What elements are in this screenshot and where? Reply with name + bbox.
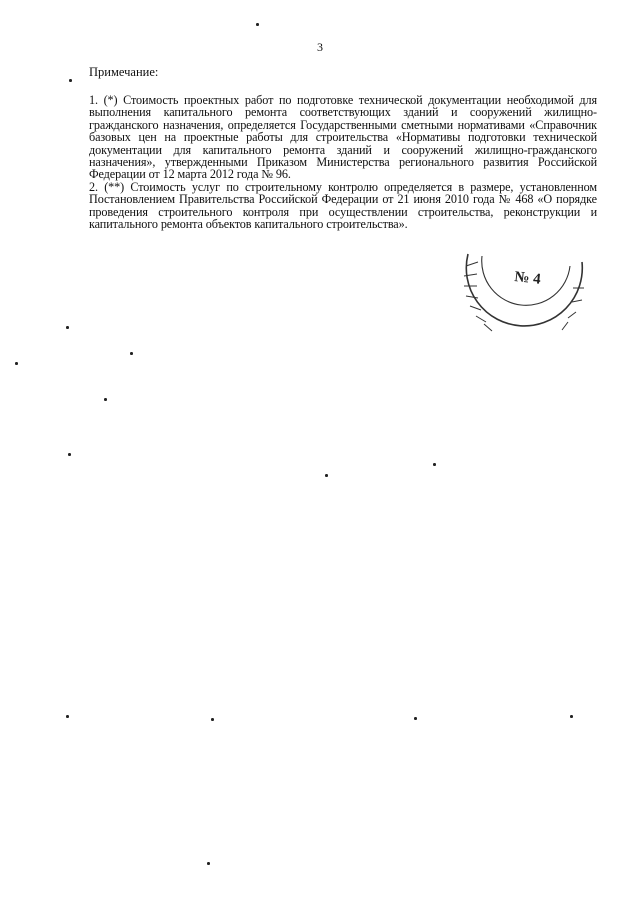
scan-speck [570, 715, 573, 718]
scan-speck [433, 463, 436, 466]
scan-speck [68, 453, 71, 456]
note-item-1: 1. (*) Стоимость проектных работ по подготовке технической документации необходимой для выполнения капитального ремонта соответствующих зданий и сооружений жилищно-гражданского назначения, определяется Государственными сметными нормативами «Справочник базовых цен на проектные работы для строительства «Нормативы подготовки технической документации для капитального ремонта зданий и сооружений жилищно-гражданского назначения», утвержденными Приказом Министерства регионального развития Российской Федерации от 12 марта 2012 года № 96. [89, 93, 597, 182]
scan-speck [66, 715, 69, 718]
scan-speck [256, 23, 259, 26]
scan-speck [414, 717, 417, 720]
scan-speck [211, 718, 214, 721]
scan-speck [130, 352, 133, 355]
scan-speck [15, 362, 18, 365]
note-body [89, 94, 597, 230]
stamp-number: № 4 [513, 269, 542, 288]
stamp-outer-arc [466, 254, 582, 326]
official-stamp [458, 232, 590, 346]
scan-speck [66, 326, 69, 329]
scan-speck [104, 398, 107, 401]
scan-speck [69, 79, 72, 82]
note-heading: Примечание: [89, 65, 159, 79]
note-item-2: 2. (**) Стоимость услуг по строительному контролю определяется в размере, установленном Постановлением Правительства Российской Федерации от 21 июня 2010 года № 468 «О порядке проведения строительного контроля при осуществлении строительства, реконструкции и капитального ремонта объектов капитального строительства». [89, 179, 597, 232]
scan-speck [325, 474, 328, 477]
page-number: 3 [317, 40, 323, 54]
scan-speck [207, 862, 210, 865]
